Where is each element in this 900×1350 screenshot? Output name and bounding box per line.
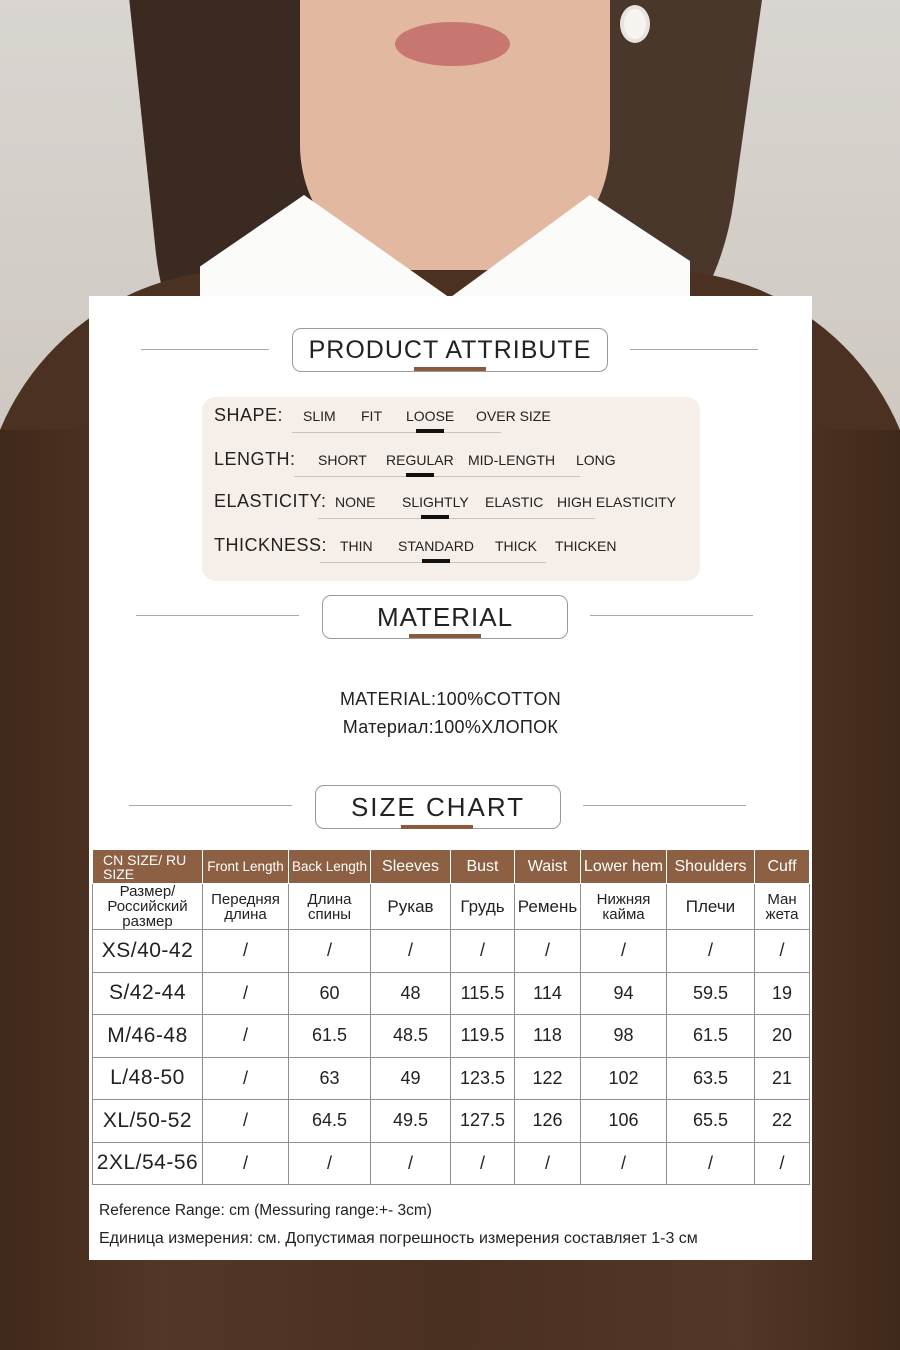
measurement-cell: 64.5	[289, 1100, 371, 1143]
attribute-option: HIGH ELASTICITY	[557, 494, 677, 510]
divider-line	[583, 805, 746, 806]
lips	[395, 22, 510, 66]
measurement-cell: 126	[515, 1100, 581, 1143]
attribute-option: LONG	[576, 452, 616, 468]
attribute-option: THIN	[340, 538, 373, 554]
measurement-cell: 115.5	[451, 972, 515, 1015]
title-accent-bar	[414, 367, 486, 371]
size-label-cell: M/46-48	[93, 1015, 203, 1058]
column-header-ru: Рукав	[371, 884, 451, 930]
column-header-ru: Длина спины	[289, 884, 371, 930]
size-label-cell: L/48-50	[93, 1057, 203, 1100]
size-label-cell: XS/40-42	[93, 930, 203, 973]
attribute-option: FIT	[361, 408, 382, 424]
measurement-cell: /	[203, 1142, 289, 1185]
measurement-cell: 21	[755, 1057, 810, 1100]
section-title-size-chart: SIZE CHART	[315, 785, 561, 829]
measurement-cell: /	[451, 1142, 515, 1185]
column-header: Bust	[451, 850, 515, 884]
divider-line	[129, 805, 292, 806]
measurement-cell: /	[515, 930, 581, 973]
measurement-cell: /	[581, 930, 667, 973]
measurement-cell: /	[667, 1142, 755, 1185]
header-row-en	[93, 850, 810, 884]
measurement-cell: 127.5	[451, 1100, 515, 1143]
measurement-cell: /	[203, 930, 289, 973]
measurement-cell: /	[451, 930, 515, 973]
measurement-cell: 118	[515, 1015, 581, 1058]
attribute-label: SHAPE:	[214, 405, 284, 425]
selected-marker	[416, 429, 444, 433]
measurement-unit-note: Единица измерения: см. Допустимая погрешность измерения составляет 1-3 см	[99, 1230, 698, 1247]
measurement-cell: 98	[581, 1015, 667, 1058]
section-title-material: MATERIAL	[322, 595, 568, 639]
measurement-cell: /	[371, 1142, 451, 1185]
attribute-option: REGULAR	[386, 452, 454, 468]
measurement-cell: /	[515, 1142, 581, 1185]
column-header-ru: Передняя длина	[203, 884, 289, 930]
measurement-cell: /	[203, 1100, 289, 1143]
size-label-cell: XL/50-52	[93, 1100, 203, 1143]
measurement-cell: 20	[755, 1015, 810, 1058]
material-text-ru: Материал:100%ХЛОПОК	[342, 717, 559, 737]
attribute-option: SLIGHTLY	[402, 494, 469, 510]
size-label-cell: S/42-44	[93, 972, 203, 1015]
column-header-ru: Плечи	[667, 884, 755, 930]
attribute-underline	[318, 518, 595, 519]
column-header-ru: Ман жета	[755, 884, 810, 930]
column-header-ru: Ремень	[515, 884, 581, 930]
measurement-cell: /	[755, 1142, 810, 1185]
attribute-option: THICK	[495, 538, 537, 554]
reference-range-note: Reference Range: cm (Messuring range:+- 3cm)	[99, 1202, 432, 1219]
attribute-panel	[202, 397, 700, 581]
header-row-ru	[93, 884, 810, 930]
title-accent-bar	[401, 825, 473, 829]
measurement-cell: 119.5	[451, 1015, 515, 1058]
measurement-cell: 123.5	[451, 1057, 515, 1100]
measurement-cell: 102	[581, 1057, 667, 1100]
measurement-cell: 65.5	[667, 1100, 755, 1143]
attribute-label: LENGTH:	[214, 449, 296, 469]
measurement-cell: /	[203, 1057, 289, 1100]
size-label-cell: 2XL/54-56	[93, 1142, 203, 1185]
measurement-cell: /	[371, 930, 451, 973]
measurement-cell: 63.5	[667, 1057, 755, 1100]
table-row	[93, 930, 810, 973]
table-row	[93, 1057, 810, 1100]
column-header: Sleeves	[371, 850, 451, 884]
measurement-cell: 59.5	[667, 972, 755, 1015]
measurement-cell: 22	[755, 1100, 810, 1143]
measurement-cell: 49	[371, 1057, 451, 1100]
attribute-option: STANDARD	[398, 538, 474, 554]
divider-line	[630, 349, 758, 350]
measurement-cell: /	[203, 972, 289, 1015]
attribute-option: OVER SIZE	[476, 408, 551, 424]
table-row	[93, 1142, 810, 1185]
measurement-cell: /	[289, 1142, 371, 1185]
measurement-cell: 48	[371, 972, 451, 1015]
attribute-option: LOOSE	[406, 408, 455, 424]
measurement-cell: 106	[581, 1100, 667, 1143]
column-header: Waist	[515, 850, 581, 884]
divider-line	[590, 615, 753, 616]
divider-line	[141, 349, 269, 350]
selected-marker	[406, 473, 434, 477]
measurement-cell: 61.5	[289, 1015, 371, 1058]
measurement-cell: 19	[755, 972, 810, 1015]
measurement-cell: 94	[581, 972, 667, 1015]
divider-line	[136, 615, 299, 616]
table-row	[93, 972, 810, 1015]
attribute-option: NONE	[335, 494, 376, 510]
measurement-cell: /	[289, 930, 371, 973]
column-header-ru: Размер/ Российский размер	[93, 884, 203, 930]
attribute-underline	[294, 476, 580, 477]
attribute-underline	[292, 432, 501, 433]
table-row	[93, 1100, 810, 1143]
attribute-option: SHORT	[318, 452, 367, 468]
column-header: Back Length	[289, 850, 371, 884]
earring	[620, 5, 650, 43]
info-card	[89, 296, 812, 1260]
selected-marker	[421, 515, 449, 519]
measurement-cell: /	[755, 930, 810, 973]
column-header: Cuff	[755, 850, 810, 884]
size-chart-table	[92, 849, 810, 1185]
measurement-cell: /	[667, 930, 755, 973]
measurement-cell: /	[581, 1142, 667, 1185]
attribute-option: ELASTIC	[485, 494, 544, 510]
attribute-label: ELASTICITY:	[214, 491, 327, 511]
section-title-attribute: PRODUCT ATTRIBUTE	[292, 328, 608, 372]
column-header: Front Length	[203, 850, 289, 884]
column-header-ru: Нижняя кайма	[581, 884, 667, 930]
attribute-option: THICKEN	[555, 538, 617, 554]
measurement-cell: 114	[515, 972, 581, 1015]
selected-marker	[422, 559, 450, 563]
column-header: Shoulders	[667, 850, 755, 884]
measurement-cell: 49.5	[371, 1100, 451, 1143]
column-header-ru: Грудь	[451, 884, 515, 930]
measurement-cell: 48.5	[371, 1015, 451, 1058]
attribute-option: SLIM	[303, 408, 336, 424]
column-header: CN SIZE/ RU SIZE	[93, 850, 203, 884]
measurement-cell: /	[203, 1015, 289, 1058]
title-accent-bar	[409, 634, 481, 638]
column-header: Lower hem	[581, 850, 667, 884]
table-row	[93, 1015, 810, 1058]
attribute-option: MID-LENGTH	[468, 452, 556, 468]
measurement-cell: 122	[515, 1057, 581, 1100]
measurement-cell: 63	[289, 1057, 371, 1100]
material-text-en: MATERIAL:100%COTTON	[339, 689, 562, 709]
measurement-cell: 61.5	[667, 1015, 755, 1058]
measurement-cell: 60	[289, 972, 371, 1015]
attribute-label: THICKNESS:	[214, 535, 328, 555]
